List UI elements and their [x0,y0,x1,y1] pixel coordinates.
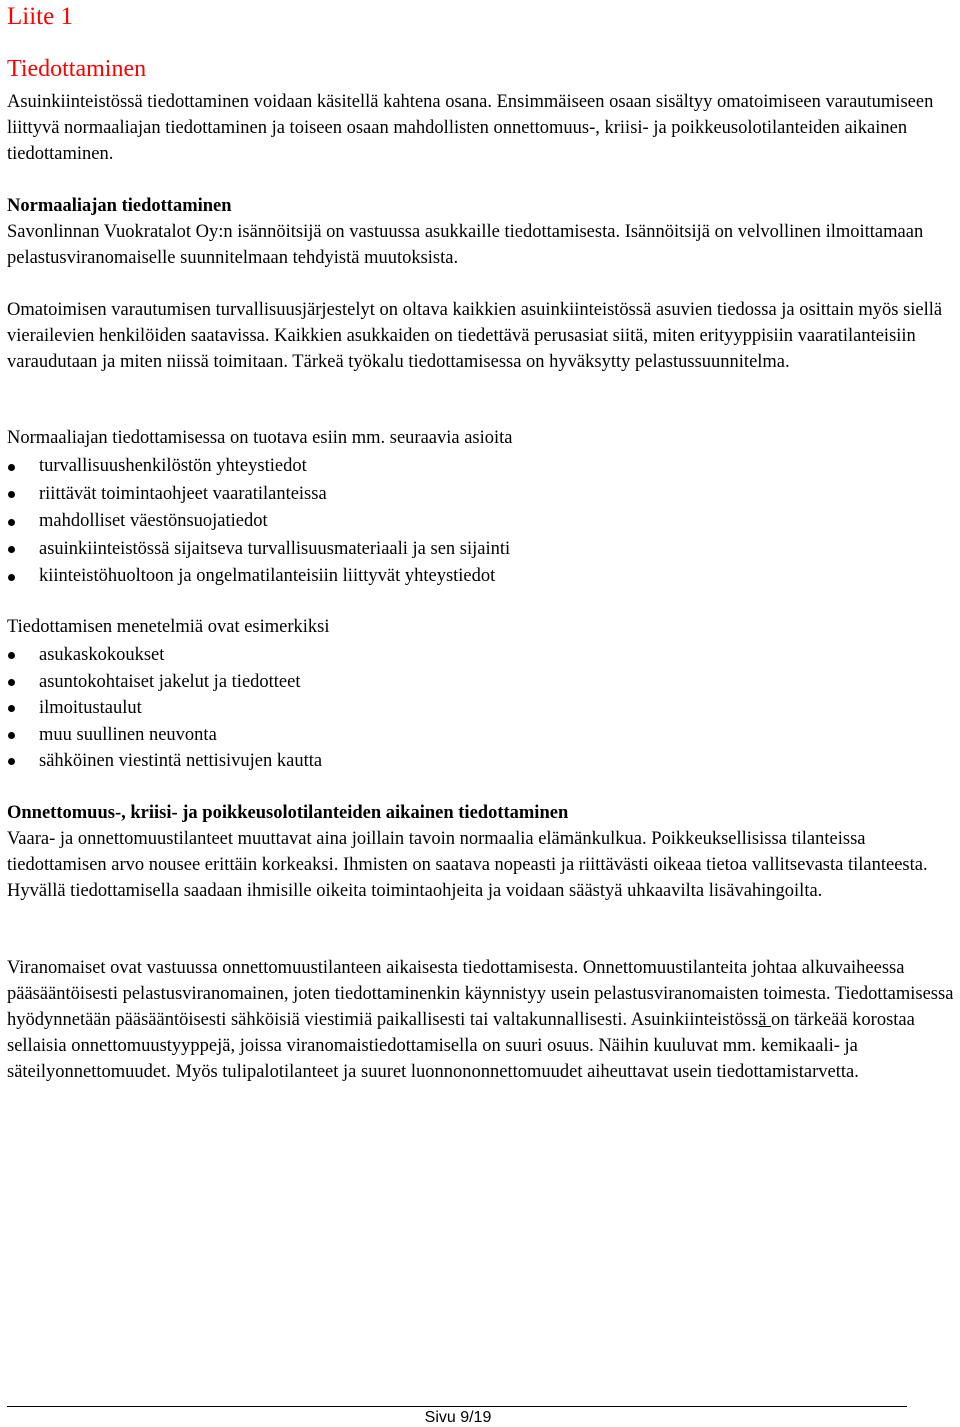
normal-paragraph-1: Savonlinnan Vuokratalot Oy:n isännöitsijä on vastuussa asukkaille tiedottamisesta. Isännöitsijä on velvollinen ilmoittamaan pelastusviranomaiselle suunnitelmaan tehdyistä muutoksista. [7,222,924,268]
list-contact-topics [7,453,947,591]
normal-section [7,193,957,271]
list-item: turvallisuushenkilöstön yhteystiedot [7,453,947,481]
bullet-icon [8,679,15,686]
list-item: muu suullinen neuvonta [7,722,947,749]
list1-intro: Normaaliajan tiedottamisessa on tuotava esiin mm. seuraavia asioita [7,428,513,448]
bullet-icon [8,574,15,581]
list-item: riittävät toimintaohjeet vaaratilanteissa [7,481,947,509]
page-title: Tiedottaminen [7,56,147,82]
bullet-icon [8,491,15,498]
footer-divider [7,1406,907,1407]
bullet-icon [8,464,15,471]
page-number: Sivu 9/19 [424,1409,492,1426]
normal-paragraph-2: Omatoimisen varautumisen turvallisuusjärjestelyt on oltava kaikkien asuinkiinteistössä asuvien tiedossa ja osittain myös siellä vierailevien henkilöiden saatavissa. Kaikkien asukkaiden on tiedettävä perusasiat siitä, miten erityyppisiin vaaratilanteisiin varaudutaan ja miten niissä toimitaan. Tärkeä työkalu tiedottamisessa on hyväksytty pelastussuunnitelma. [7,300,943,372]
list-item: ilmoitustaulut [7,695,947,722]
bullet-icon [8,705,15,712]
list-item: asuinkiinteistössä sijaitseva turvallisuusmateriaali ja sen sijainti [7,536,947,564]
list-item: asuntokohtaiset jakelut ja tiedotteet [7,669,947,696]
bullet-icon [8,758,15,765]
bullet-icon [8,652,15,659]
list-item: asukaskokoukset [7,642,947,669]
emergency-paragraph-2: Viranomaiset ovat vastuussa onnettomuustilanteen aikaisesta tiedottamisesta. Onnettomuustilanteita johtaa alkuvaiheessa pääsääntöisesti pelastusviranomainen, joten tiedottaminenkin käynnistyy usein pelastusviranomaisten toimesta. Tiedottamisessa hyödynnetään pääsääntöisesti sähköisiä viestimiä paikallisesti tai valtakunnallisesti. Asuinkiinteistössä on tärkeää korostaa sellaisia onnettomuustyyppejä, joissa viranomaistiedottamisella on suuri osuus. Näihin kuuluvat mm. kemikaali- ja säteilyonnettomuudet. Myös tulipalotilanteet ja suuret luonnononnettomuudet aiheuttavat usein tiedottamistarvetta. [7,958,954,1082]
bullet-icon [8,519,15,526]
list2-intro: Tiedottamisen menetelmiä ovat esimerkiksi [7,617,330,637]
list-item: mahdolliset väestönsuojatiedot [7,508,947,536]
bullet-icon [8,732,15,739]
emergency-paragraph-1: Vaara- ja onnettomuustilanteet muuttavat aina joillain tavoin normaalia elämänkulkua. Poikkeuksellisissa tilanteissa tiedottamisen arvo nousee erittäin korkeaksi. Ihmisten on saatava nopeasti ja riittävästi oikeaa tietoa vallitsevasta tilanteesta. Hyvällä tiedottamisella saadaan ihmisille oikeita toimintaohjeita ja voidaan säästyä uhkaavilta lisävahingoilta. [7,829,928,901]
page-footer [0,1409,960,1427]
list-item: sähköinen viestintä nettisivujen kautta [7,748,947,775]
intro-paragraph: Asuinkiinteistössä tiedottaminen voidaan käsitellä kahtena osana. Ensimmäiseen osaan sisältyy omatoimiseen varautumiseen liittyvä normaaliajan tiedottaminen ja toiseen osaan mahdollisten onnettomuus-, kriisi- ja poikkeusolotilanteiden aikainen tiedottaminen. [7,92,934,164]
list-methods [7,642,947,775]
bullet-icon [8,546,15,553]
section-heading-emergency: Onnettomuus-, kriisi- ja poikkeusolotilanteiden aikainen tiedottaminen [7,803,569,823]
appendix-label: Liite 1 [7,3,73,30]
section-heading-normal: Normaaliajan tiedottaminen [7,196,232,216]
emergency-section [7,800,957,904]
list-item: kiinteistöhuoltoon ja ongelmatilanteisiin liittyvät yhteystiedot [7,563,947,591]
